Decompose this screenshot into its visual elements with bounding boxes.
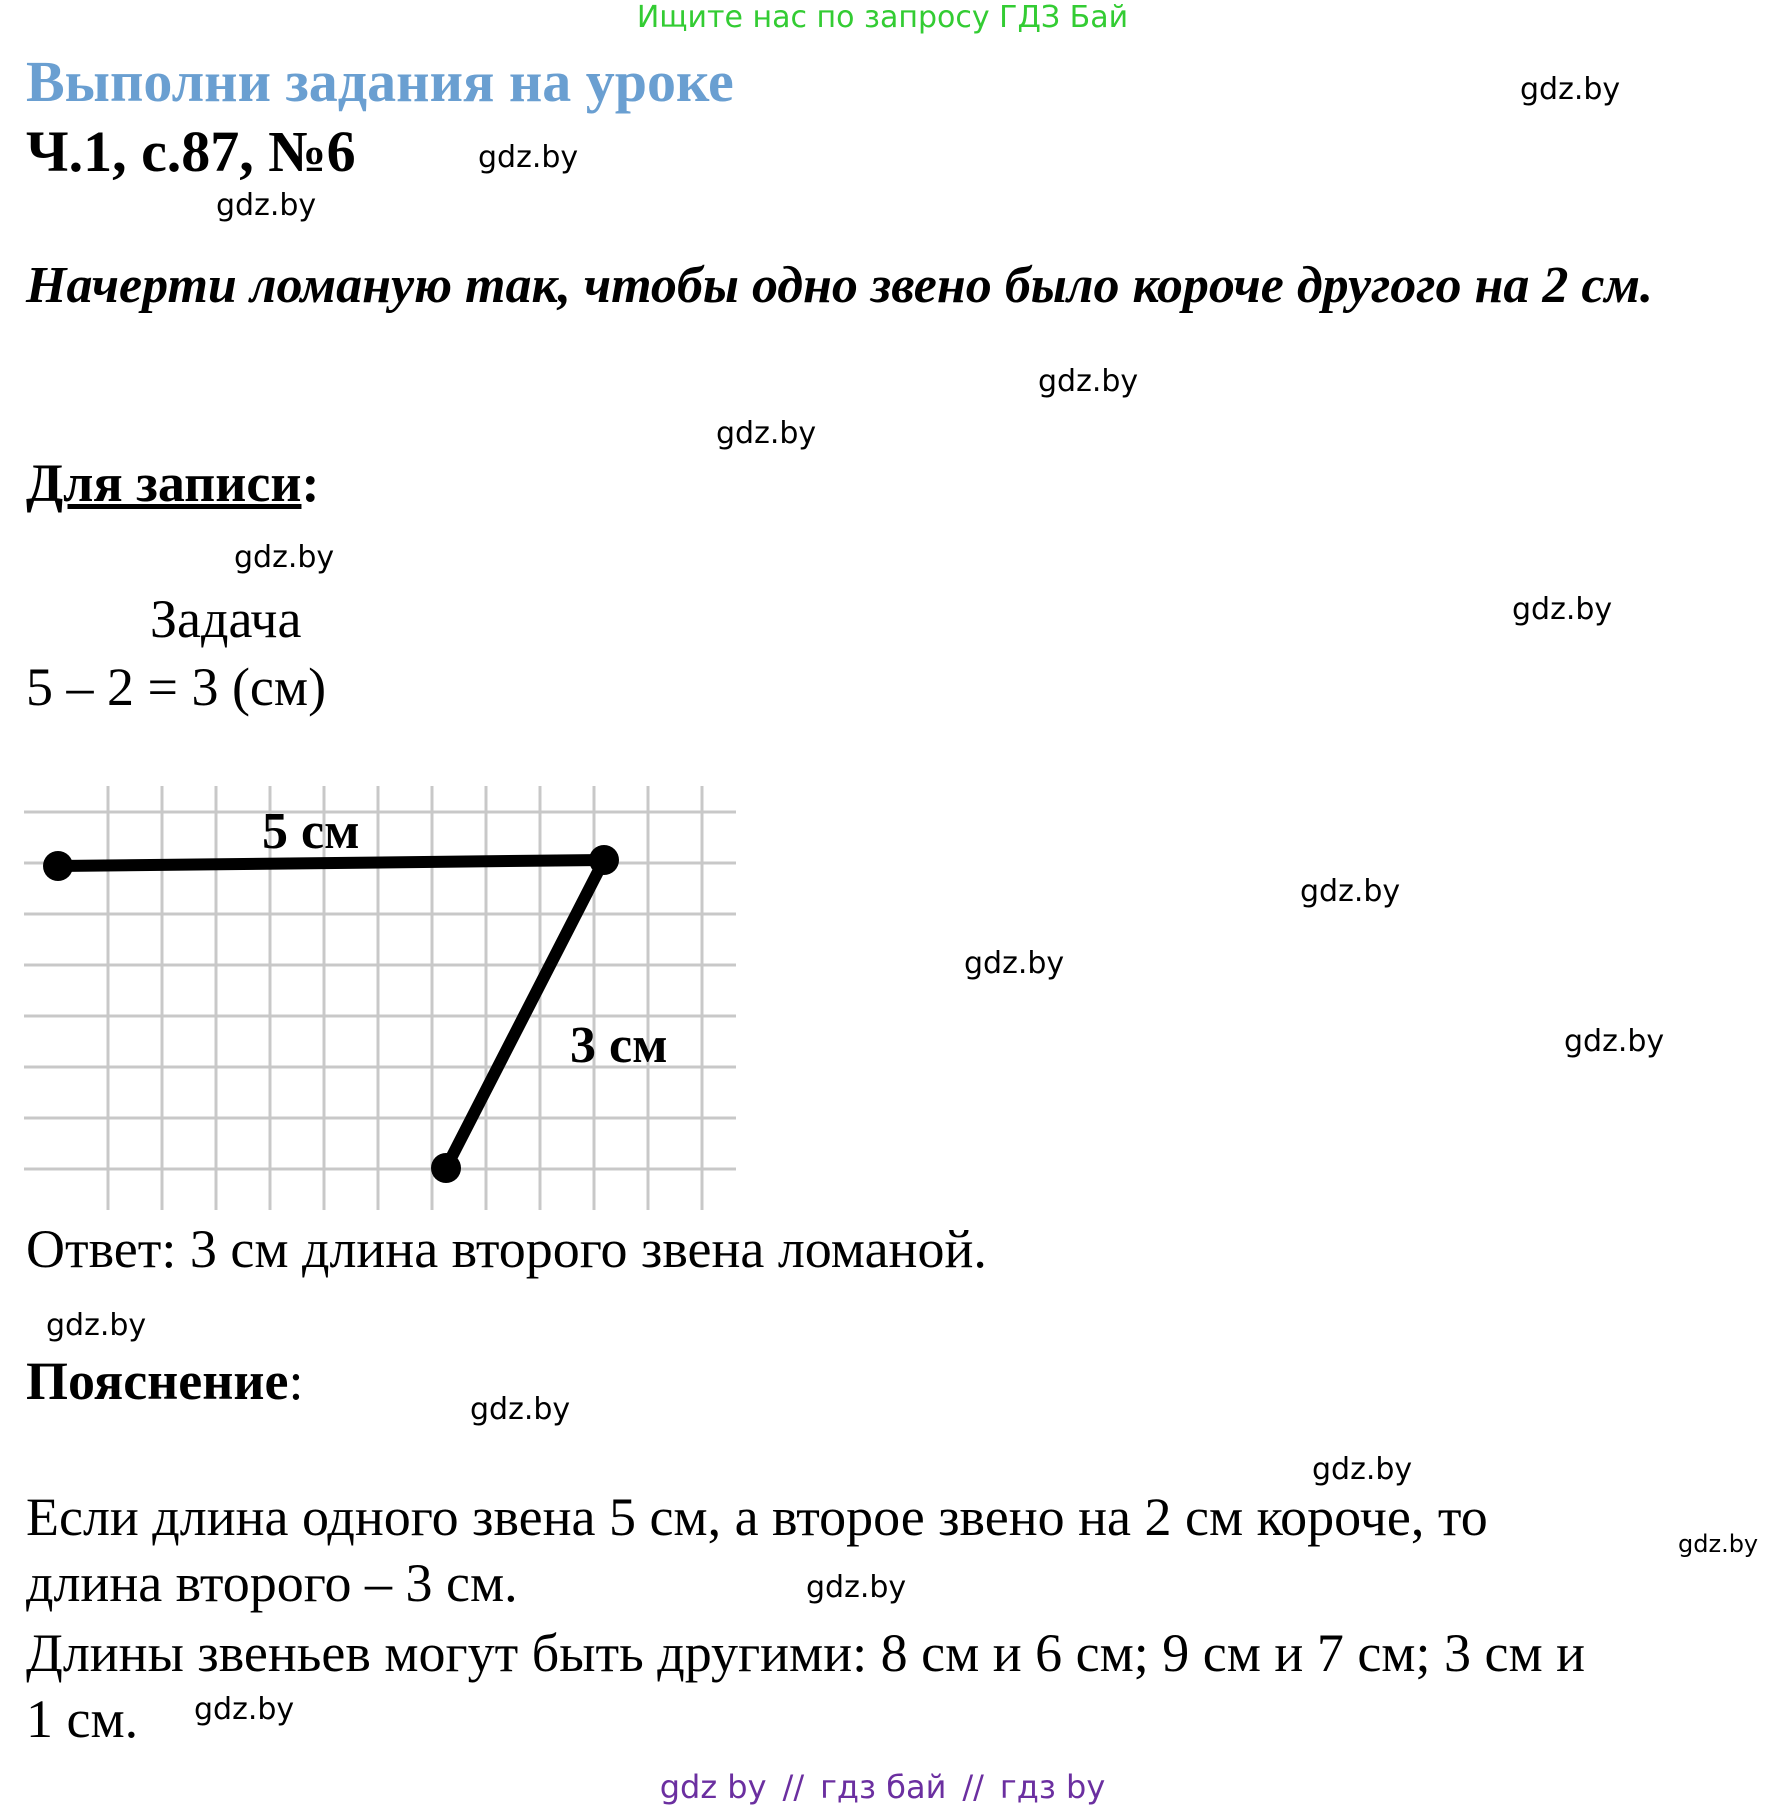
watermark: gdz.by: [964, 946, 1065, 981]
watermark: gdz.by: [1564, 1024, 1665, 1059]
watermark: gdz.by: [1512, 592, 1613, 627]
explanation-heading-text: Пояснение: [26, 1351, 289, 1411]
footer-links: [0, 1768, 1765, 1806]
answer-text: Ответ: 3 см длина второго звена ломаной.: [26, 1219, 987, 1279]
task-text: Начерти ломаную так, чтобы одно звено было короче другого на 2 см.: [26, 257, 1654, 314]
watermark: gdz.by: [234, 540, 335, 575]
watermark: gdz.by: [1312, 1452, 1413, 1487]
watermark: gdz.by: [216, 188, 317, 223]
record-heading-colon: :: [301, 453, 320, 513]
watermark: gdz.by: [1520, 72, 1621, 107]
explanation-heading-colon: :: [288, 1351, 304, 1411]
watermark: gdz.by: [716, 416, 817, 451]
watermark: gdz.by: [1678, 1530, 1759, 1558]
watermark: gdz.by: [470, 1392, 571, 1427]
polyline-link-first: [58, 860, 604, 866]
explanation-line-4: 1 см.: [26, 1689, 139, 1749]
footer-link-gdz-by[interactable]: gdz by: [659, 1768, 767, 1806]
grid-paper: [24, 786, 736, 1210]
watermark: gdz.by: [1038, 364, 1139, 399]
footer-link-gdz-by-cyr[interactable]: гдз by: [999, 1768, 1106, 1806]
first-link-label: 5 см: [262, 803, 360, 860]
polyline-vertex-end: [431, 1153, 461, 1183]
footer-link-gdz-bai[interactable]: гдз бай: [820, 1768, 947, 1806]
second-link-label: 3 см: [570, 1017, 668, 1074]
watermark: gdz.by: [478, 140, 579, 175]
explanation-line-1: Если длина одного звена 5 см, а второе звено на 2 см короче, то: [26, 1487, 1488, 1547]
explanation-line-3: Длины звеньев могут быть другими: 8 см и 6 см; 9 см и 7 см; 3 см и: [26, 1623, 1586, 1683]
page-title: Выполни задания на уроке: [26, 49, 734, 114]
problem-subheading: Задача: [150, 589, 302, 649]
exercise-reference: Ч.1, с.87, №6: [26, 119, 356, 184]
explanation-heading: [26, 1350, 303, 1412]
polyline-link-second: [446, 860, 604, 1168]
polyline-drawing: [24, 786, 736, 1210]
record-heading: [26, 452, 319, 514]
polyline-vertex-middle: [589, 845, 619, 875]
footer-separator: //: [782, 1768, 805, 1806]
watermark: gdz.by: [1300, 874, 1401, 909]
footer-separator: //: [962, 1768, 984, 1806]
watermark: gdz.by: [194, 1692, 295, 1727]
solution-equation: 5 – 2 = 3 (см): [26, 657, 327, 717]
polyline-vertex-start: [43, 851, 73, 881]
top-banner: Ищите нас по запросу ГДЗ Бай: [636, 0, 1129, 35]
watermark: gdz.by: [806, 1570, 907, 1605]
watermark: gdz.by: [46, 1308, 147, 1343]
explanation-line-2: длина второго – 3 см.: [26, 1553, 518, 1613]
record-heading-text: Для записи: [26, 453, 302, 513]
